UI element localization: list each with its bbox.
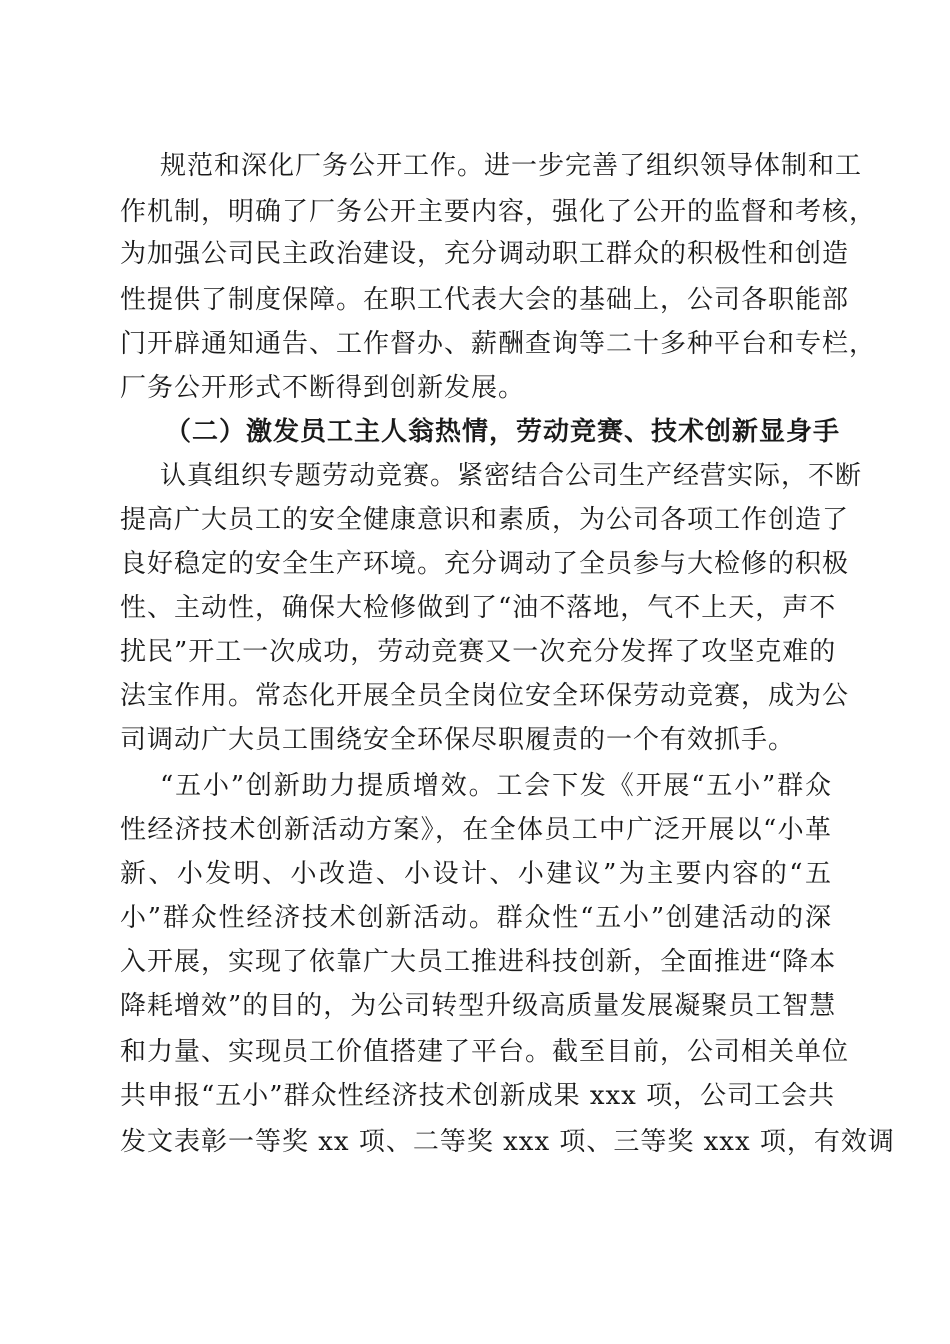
paragraph-1-line-4: 性提供了制度保障。在职工代表大会的基础上，公司各职能部: [120, 285, 850, 315]
paragraph-2-line-6: 法宝作用。常态化开展全员全岗位安全环保劳动竞赛，成为公: [120, 681, 850, 711]
paragraph-2-line-7: 司调动广大员工围绕安全环保尽职履责的一个有效抓手。: [120, 725, 796, 755]
paragraph-3-line-3: 新、小发明、小改造、小设计、小建议”为主要内容的“五: [120, 859, 832, 889]
paragraph-2-line-5: 扰民”开工一次成功，劳动竞赛又一次充分发挥了攻坚克难的: [120, 637, 837, 667]
paragraph-3-line-6: 降耗增效”的目的，为公司转型升级高质量发展凝聚员工智慧: [120, 991, 837, 1021]
paragraph-3-line-7: 和力量、实现员工价值搭建了平台。截至目前，公司相关单位: [120, 1037, 850, 1067]
paragraph-3-line-2: 性经济技术创新活动方案》，在全体员工中广泛开展以“小革: [120, 815, 832, 845]
paragraph-2-line-1: 认真组织专题劳动竞赛。紧密结合公司生产经营实际，不断: [160, 461, 863, 491]
paragraph-2-line-2: 提高广大员工的安全健康意识和素质，为公司各项工作创造了: [120, 505, 850, 535]
paragraph-1-line-2: 作机制，明确了厂务公开主要内容，强化了公开的监督和考核，: [120, 197, 877, 227]
paragraph-3-line-4: 小”群众性经济技术创新活动。群众性“五小”创建活动的深: [120, 903, 832, 933]
paragraph-3-line-5: 入开展，实现了依靠广大员工推进科技创新，全面推进“降本: [120, 947, 837, 977]
paragraph-2-line-3: 良好稳定的安全生产环境。充分调动了全员参与大检修的积极: [120, 549, 850, 579]
paragraph-1-line-6: 厂务公开形式不断得到创新发展。: [120, 373, 526, 403]
paragraph-3-line-9: 发文表彰一等奖 xx 项、二等奖 xxx 项、三等奖 xxx 项，有效调: [120, 1127, 895, 1157]
paragraph-1-line-1: 规范和深化厂务公开工作。进一步完善了组织领导体制和工: [160, 151, 863, 181]
paragraph-2-line-4: 性、主动性，确保大检修做到了“油不落地，气不上天，声不: [120, 593, 837, 623]
paragraph-3-line-8: 共申报“五小”群众性经济技术创新成果 xxx 项，公司工会共: [120, 1081, 836, 1111]
section-heading: （二）激发员工主人翁热情，劳动竞赛、技术创新显身手: [165, 417, 841, 447]
paragraph-1-line-3: 为加强公司民主政治建设，充分调动职工群众的积极性和创造: [120, 239, 850, 269]
paragraph-1-line-5: 门开辟通知通告、工作督办、薪酬查询等二十多种平台和专栏，: [120, 329, 877, 359]
paragraph-3-line-1: “五小”创新助力提质增效。工会下发《开展“五小”群众: [160, 771, 832, 801]
